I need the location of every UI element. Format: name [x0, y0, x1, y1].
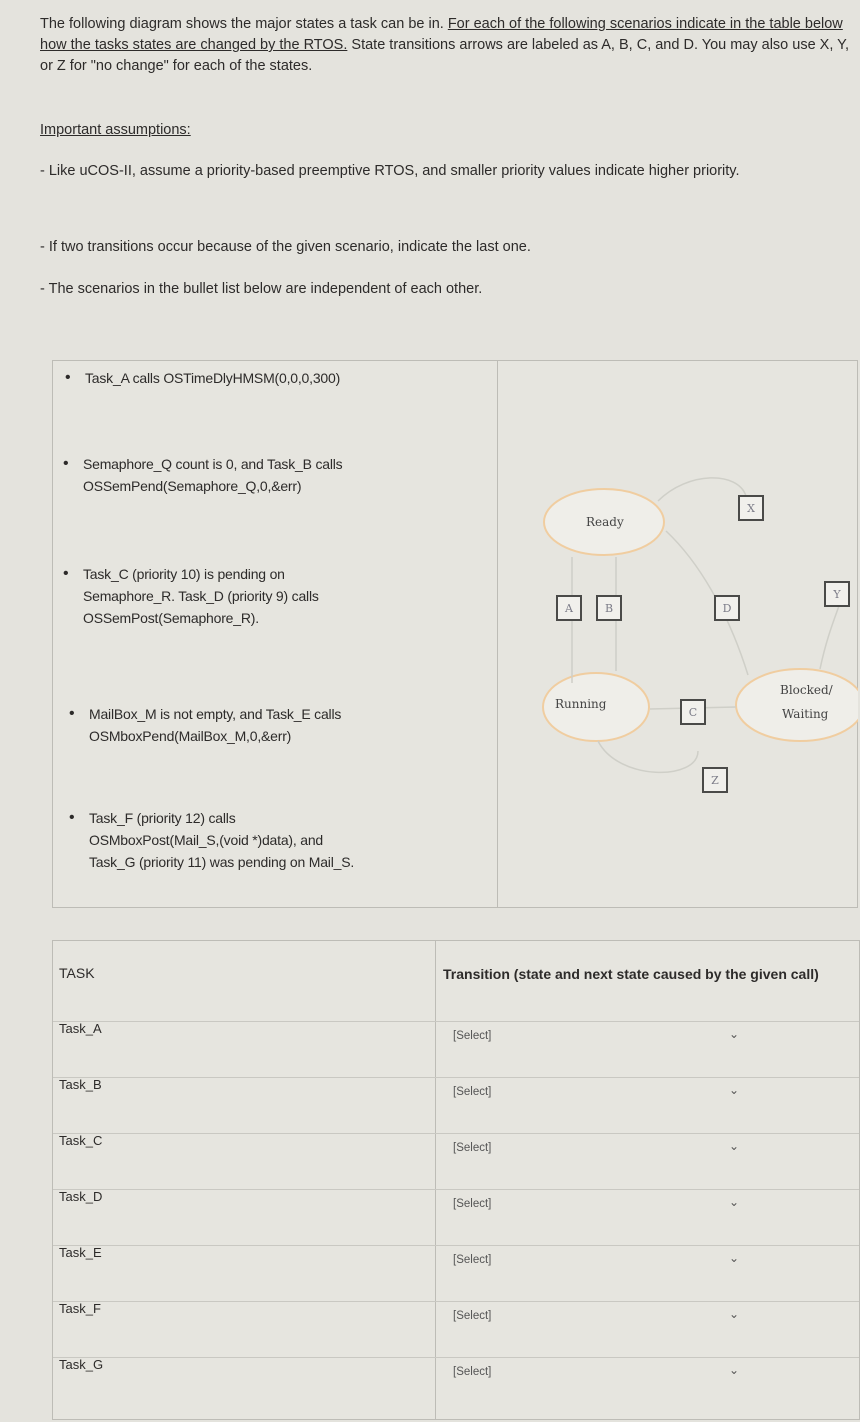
transition-select-task-e[interactable] — [443, 1249, 739, 1273]
arrow-z — [598, 741, 698, 772]
transition-select-task-g[interactable] — [443, 1361, 739, 1385]
scenario-line: OSMboxPend(MailBox_M,0,&err) — [89, 728, 292, 744]
arrow-x — [658, 478, 746, 501]
row-divider — [53, 1133, 859, 1134]
task-name-d: Task_D — [59, 1189, 103, 1204]
task-name-f: Task_F — [59, 1301, 101, 1316]
assumptions-title: Important assumptions: — [40, 122, 191, 138]
chevron-down-icon: ⌄ — [728, 1027, 739, 1041]
transition-x-box: X — [738, 495, 764, 521]
instructions — [40, 14, 852, 77]
chevron-down-icon: ⌄ — [728, 1307, 739, 1321]
task-name-b: Task_B — [59, 1077, 102, 1092]
intro-text-1: The following diagram shows the major states a task can be in. — [40, 16, 448, 32]
scenario-line: OSSemPend(Semaphore_Q,0,&err) — [83, 478, 302, 494]
scenario-line: OSSemPost(Semaphore_R). — [83, 610, 259, 626]
transition-select-task-d[interactable] — [443, 1193, 739, 1217]
transition-d-box: D — [714, 595, 740, 621]
scenario-line: Task_A calls OSTimeDlyHMSM(0,0,0,300) — [85, 370, 341, 386]
bullet-icon: • — [65, 369, 71, 386]
scenario-3 — [63, 563, 319, 629]
scenario-line: Task_F (priority 12) calls — [89, 810, 236, 826]
select-placeholder: [Select] — [453, 1142, 492, 1154]
bullet-icon: • — [63, 565, 69, 582]
scenario-line: OSMboxPost(Mail_S,(void *)data), and — [89, 832, 324, 848]
transition-select-task-f[interactable] — [443, 1305, 739, 1329]
row-divider — [53, 1021, 859, 1022]
row-divider — [53, 1301, 859, 1302]
transition-select-task-b[interactable] — [443, 1081, 739, 1105]
transition-select-task-c[interactable] — [443, 1137, 739, 1161]
bullet-icon: • — [69, 705, 75, 722]
chevron-down-icon: ⌄ — [728, 1083, 739, 1097]
assumption-2: - If two transitions occur because of the given scenario, indicate the last one. — [40, 239, 531, 255]
select-placeholder: [Select] — [453, 1254, 492, 1266]
running-label: Running — [555, 697, 607, 711]
row-divider — [53, 1077, 859, 1078]
select-placeholder: [Select] — [453, 1310, 492, 1322]
state-diagram-svg — [498, 361, 858, 909]
select-placeholder: [Select] — [453, 1366, 492, 1378]
blocked-label-line2: Waiting — [782, 707, 829, 721]
task-name-a: Task_A — [59, 1021, 102, 1036]
transition-z-box: Z — [702, 767, 728, 793]
transition-select-task-a[interactable] — [443, 1025, 739, 1049]
column-divider — [435, 941, 436, 1419]
select-placeholder: [Select] — [453, 1086, 492, 1098]
chevron-down-icon: ⌄ — [728, 1363, 739, 1377]
scenario-4 — [69, 703, 342, 747]
transition-a-box: A — [556, 595, 582, 621]
header-task: TASK — [59, 965, 95, 981]
scenario-line: Task_C (priority 10) is pending on — [83, 566, 285, 582]
chevron-down-icon: ⌄ — [728, 1139, 739, 1153]
row-divider — [53, 1357, 859, 1358]
task-name-e: Task_E — [59, 1245, 102, 1260]
intro-text-2: State transitions arrows are labeled as A, B, C, and D. You may also use X, Y, or Z for "no change" for each of the states. — [40, 37, 849, 74]
chevron-down-icon: ⌄ — [728, 1195, 739, 1209]
blocked-state — [736, 669, 858, 741]
scenario-line: Semaphore_Q count is 0, and Task_B calls — [83, 456, 343, 472]
chevron-down-icon: ⌄ — [728, 1251, 739, 1265]
task-name-g: Task_G — [59, 1357, 104, 1372]
select-placeholder: [Select] — [453, 1198, 492, 1210]
scenario-1 — [65, 367, 341, 389]
row-divider — [53, 1245, 859, 1246]
state-diagram — [498, 361, 858, 909]
bullet-icon: • — [63, 455, 69, 472]
answer-table — [52, 940, 860, 1420]
transition-b-box: B — [596, 595, 622, 621]
scenario-table — [52, 360, 858, 908]
scenario-2 — [63, 453, 343, 497]
bullet-icon: • — [69, 809, 75, 826]
assumption-1: - Like uCOS-II, assume a priority-based preemptive RTOS, and smaller priority values indicate higher priority. — [40, 163, 740, 179]
scenario-line: Task_G (priority 11) was pending on Mail_S. — [89, 854, 355, 870]
transition-c-box: C — [680, 699, 706, 725]
row-divider — [53, 1189, 859, 1190]
blocked-label-line1: Blocked/ — [780, 683, 833, 697]
select-placeholder: [Select] — [453, 1030, 492, 1042]
transition-y-box: Y — [824, 581, 850, 607]
intro-link-text: For each of the following scenarios indicate in the table below how the tasks states are changed by the RTOS. — [40, 16, 843, 53]
ready-label: Ready — [586, 515, 624, 529]
header-transition: Transition (state and next state caused by the given call) — [443, 966, 819, 982]
scenario-line: Semaphore_R. Task_D (priority 9) calls — [83, 588, 319, 604]
assumption-3: - The scenarios in the bullet list below are independent of each other. — [40, 281, 483, 297]
scenario-5 — [69, 807, 355, 873]
task-name-c: Task_C — [59, 1133, 103, 1148]
scenario-line: MailBox_M is not empty, and Task_E calls — [89, 706, 342, 722]
